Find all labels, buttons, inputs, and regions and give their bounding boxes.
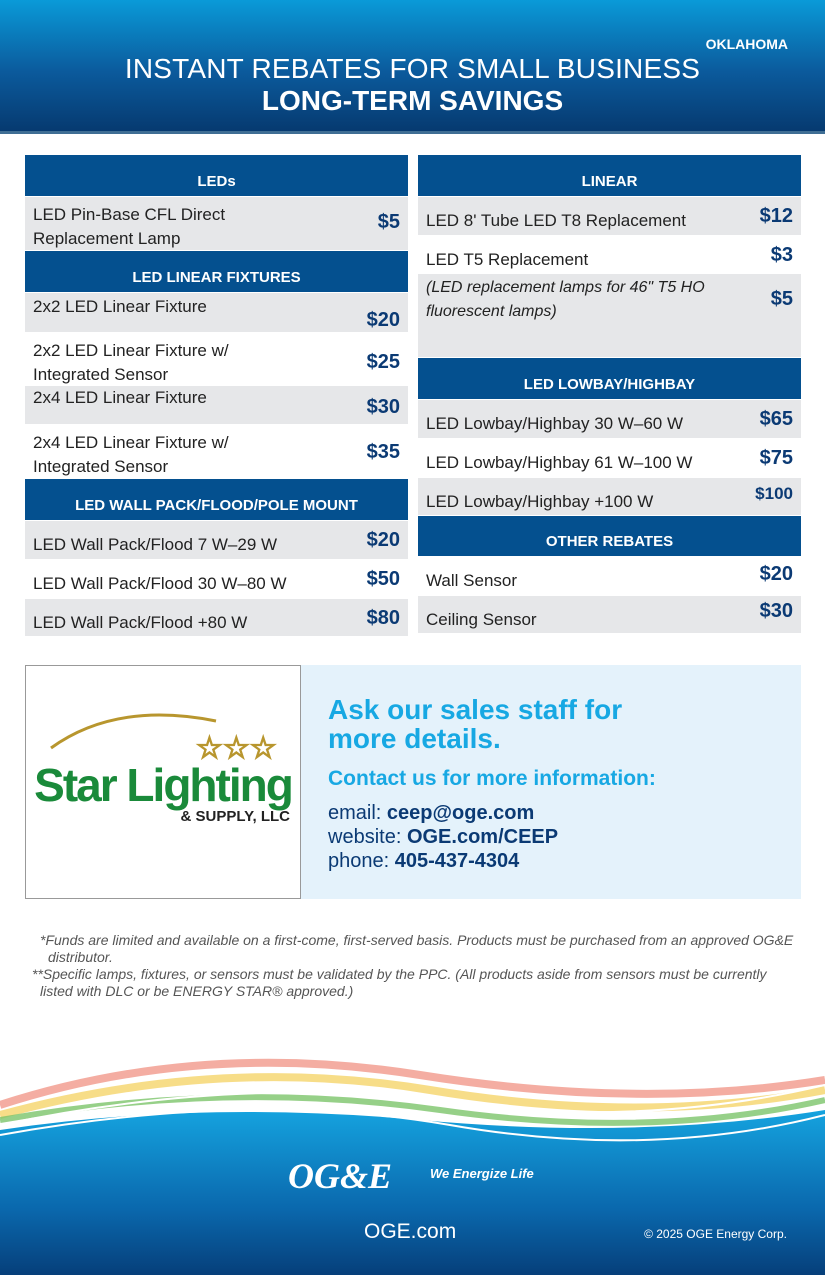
table-row	[25, 197, 408, 251]
item-price: $5	[377, 211, 400, 233]
page-subtitle: LONG-TERM SAVINGS	[261, 85, 564, 116]
copyright: © 2025 OGE Energy Corp.	[644, 1227, 787, 1241]
table-row	[25, 599, 408, 637]
ask-heading: Ask our sales staff for more details.	[328, 694, 623, 754]
page-title: INSTANT REBATES FOR SMALL BUSINESS	[124, 53, 701, 84]
table-row	[418, 478, 801, 516]
table-row	[25, 293, 408, 333]
item-name: 2x4 LED Linear Fixture w/ Integrated Sensor	[33, 433, 229, 476]
phone-link[interactable]: 405-437-4304	[394, 850, 520, 872]
website-link[interactable]: OGE.com/CEEP	[406, 826, 559, 848]
item-name: LED 8' Tube LED T8 Replacement	[426, 211, 686, 230]
item-price: $100	[755, 484, 793, 503]
oge-logo: OG&E	[288, 1156, 393, 1196]
item-name: 2x4 LED Linear Fixture	[33, 388, 207, 407]
item-price: $5	[770, 288, 793, 310]
table-row	[418, 274, 801, 358]
item-price: $12	[759, 205, 793, 227]
item-name: Wall Sensor	[426, 571, 518, 590]
item-price: $30	[366, 396, 400, 418]
item-note: (LED replacement lamps for 46" T5 HO fluorescent lamps)	[426, 279, 705, 320]
table-row	[25, 521, 408, 560]
item-price: $25	[366, 351, 400, 373]
item-price: $35	[366, 441, 400, 463]
footer-banner	[0, 1030, 825, 1275]
website-label: website:	[328, 826, 402, 848]
star-lighting-logo	[25, 665, 301, 899]
logo-name: Star Lighting	[34, 759, 292, 811]
footnotes	[32, 932, 800, 1000]
item-price: $75	[759, 447, 793, 469]
contact-panel	[25, 665, 801, 899]
table-row	[418, 596, 801, 634]
table-row	[418, 197, 801, 236]
section-heading: LED LINEAR FIXTURES	[25, 251, 408, 293]
item-price: $20	[366, 309, 400, 331]
section-heading: LEDs	[25, 155, 408, 197]
item-name: LED T5 Replacement	[426, 250, 589, 269]
email-label: email:	[328, 802, 382, 824]
item-price: $30	[759, 600, 793, 622]
table-row	[25, 386, 408, 425]
table-row	[25, 560, 408, 599]
item-name: LED Wall Pack/Flood 30 W–80 W	[33, 574, 287, 593]
email-link[interactable]: ceep@oge.com	[386, 802, 535, 824]
table-row	[418, 400, 801, 439]
section-heading: LED WALL PACK/FLOOD/POLE MOUNT	[25, 479, 408, 521]
table-row	[25, 333, 408, 386]
item-name: LED Lowbay/Highbay +100 W	[426, 492, 654, 511]
left-rebate-column	[25, 155, 408, 637]
item-name: Ceiling Sensor	[426, 610, 537, 629]
state-label: OKLAHOMA	[705, 36, 788, 52]
table-row	[418, 557, 801, 596]
section-heading: OTHER REBATES	[418, 516, 801, 557]
section-heading: LINEAR	[418, 155, 801, 197]
item-name: LED Lowbay/Highbay 30 W–60 W	[426, 414, 684, 433]
item-name: LED Wall Pack/Flood +80 W	[33, 613, 248, 632]
item-name: 2x2 LED Linear Fixture w/ Integrated Sensor	[33, 341, 229, 384]
table-row	[418, 236, 801, 274]
footnote: *Funds are limited and available on a first-come, first-served basis. Products must be purchased from an approved OG&E distributor.	[40, 932, 794, 965]
divider	[0, 131, 825, 134]
phone-label: phone:	[328, 850, 390, 872]
item-price: $65	[759, 408, 793, 430]
table-row	[418, 439, 801, 478]
contact-info	[301, 665, 801, 899]
section-heading: LED LOWBAY/HIGHBAY	[418, 358, 801, 400]
tagline: We Energize Life	[430, 1166, 534, 1181]
item-name: LED Pin-Base CFL Direct Replacement Lamp	[33, 205, 226, 248]
table-row	[25, 425, 408, 479]
right-rebate-column	[418, 155, 801, 634]
contact-heading: Contact us for more information:	[328, 767, 656, 790]
svg-text:☆☆☆: ☆☆☆	[196, 732, 277, 765]
logo-sub: & SUPPLY, LLC	[180, 808, 290, 825]
item-name: 2x2 LED Linear Fixture	[33, 297, 207, 316]
item-price: $3	[770, 244, 793, 266]
item-price: $20	[759, 563, 793, 585]
footnote: **Specific lamps, fixtures, or sensors must be validated by the PPC. (All products aside from sensors must be currently listed with DLC or be ENERGY STAR® approved.)	[32, 966, 767, 999]
item-price: $20	[366, 529, 400, 551]
item-name: LED Lowbay/Highbay 61 W–100 W	[426, 453, 693, 472]
website-footer-link[interactable]: OGE.com	[364, 1220, 457, 1243]
item-price: $50	[366, 568, 400, 590]
item-price: $80	[366, 607, 400, 629]
item-name: LED Wall Pack/Flood 7 W–29 W	[33, 535, 278, 554]
header-banner	[0, 0, 825, 131]
